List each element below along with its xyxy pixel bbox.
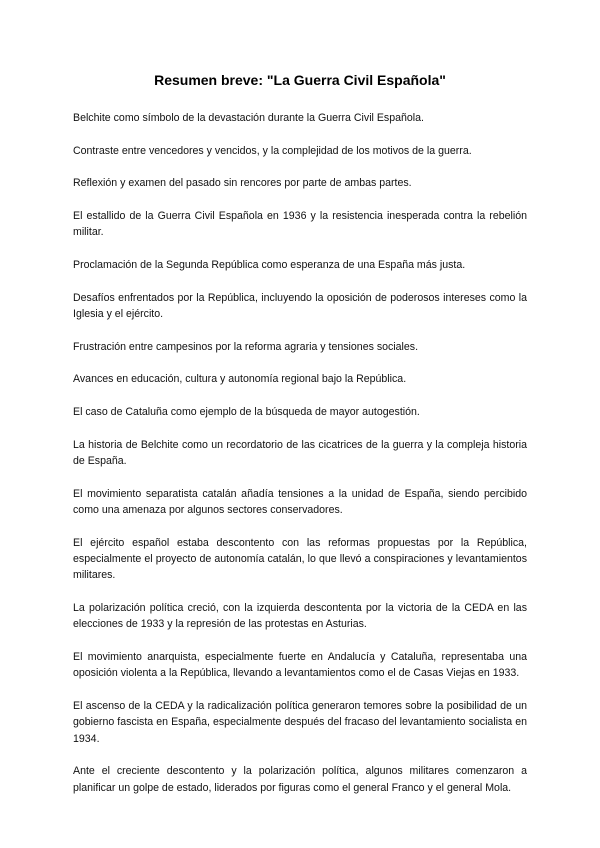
paragraph: El caso de Cataluña como ejemplo de la búsqueda de mayor autogestión. [73,406,420,419]
paragraph: El ascenso de la CEDA y la radicalización política generaron temores sobre la posibilidad de un gobierno fascista en España, especialmente después del fracaso del levantamiento socialista en 1934. [73,700,527,745]
paragraph: La polarización política creció, con la izquierda descontenta por la victoria de la CEDA en las elecciones de 1933 y la represión de las protestas en Asturias. [73,602,527,631]
paragraph: Avances en educación, cultura y autonomía regional bajo la República. [73,373,407,386]
paragraph: Reflexión y examen del pasado sin rencores por parte de ambas partes. [73,177,412,190]
paragraph: Frustración entre campesinos por la reforma agraria y tensiones sociales. [73,340,419,353]
paragraph: Proclamación de la Segunda República como esperanza de una España más justa. [73,259,466,272]
paragraph: El movimiento separatista catalán añadía tensiones a la unidad de España, siendo percibido como una amenaza por algunos sectores conservadores. [73,487,527,517]
paragraph: Belchite como símbolo de la devastación durante la Guerra Civil Española. [73,112,424,124]
paragraph: El estallido de la Guerra Civil Española en 1936 y la resistencia inesperada contra la rebelión militar. [73,210,527,239]
paragraph: Contraste entre vencedores y vencidos, y la complejidad de los motivos de la guerra. [73,144,472,157]
paragraph: El movimiento anarquista, especialmente fuerte en Andalucía y Cataluña, representaba una oposición violenta a la República, llevando a levantamientos como el de Casas Viejas en 1933. [73,651,527,680]
page-title: Resumen breve: "La Guerra Civil Española" [154,72,446,88]
paragraph: Desafíos enfrentados por la República, incluyendo la oposición de poderosos intereses como la Iglesia y el ejército. [73,291,527,321]
paragraph: El ejército español estaba descontento con las reformas propuestas por la República, especialmente el proyecto de autonomía catalán, lo que llevó a conspiraciones y levantamientos militares. [73,536,527,582]
document-body [73,110,527,812]
paragraph: La historia de Belchite como un recordatorio de las cicatrices de la guerra y la compleja historia de España. [73,438,527,468]
paragraph: Ante el creciente descontento y la polarización política, algunos militares comenzaron a planificar un golpe de estado, liderados por figuras como el general Franco y el general Mola. [73,765,527,794]
